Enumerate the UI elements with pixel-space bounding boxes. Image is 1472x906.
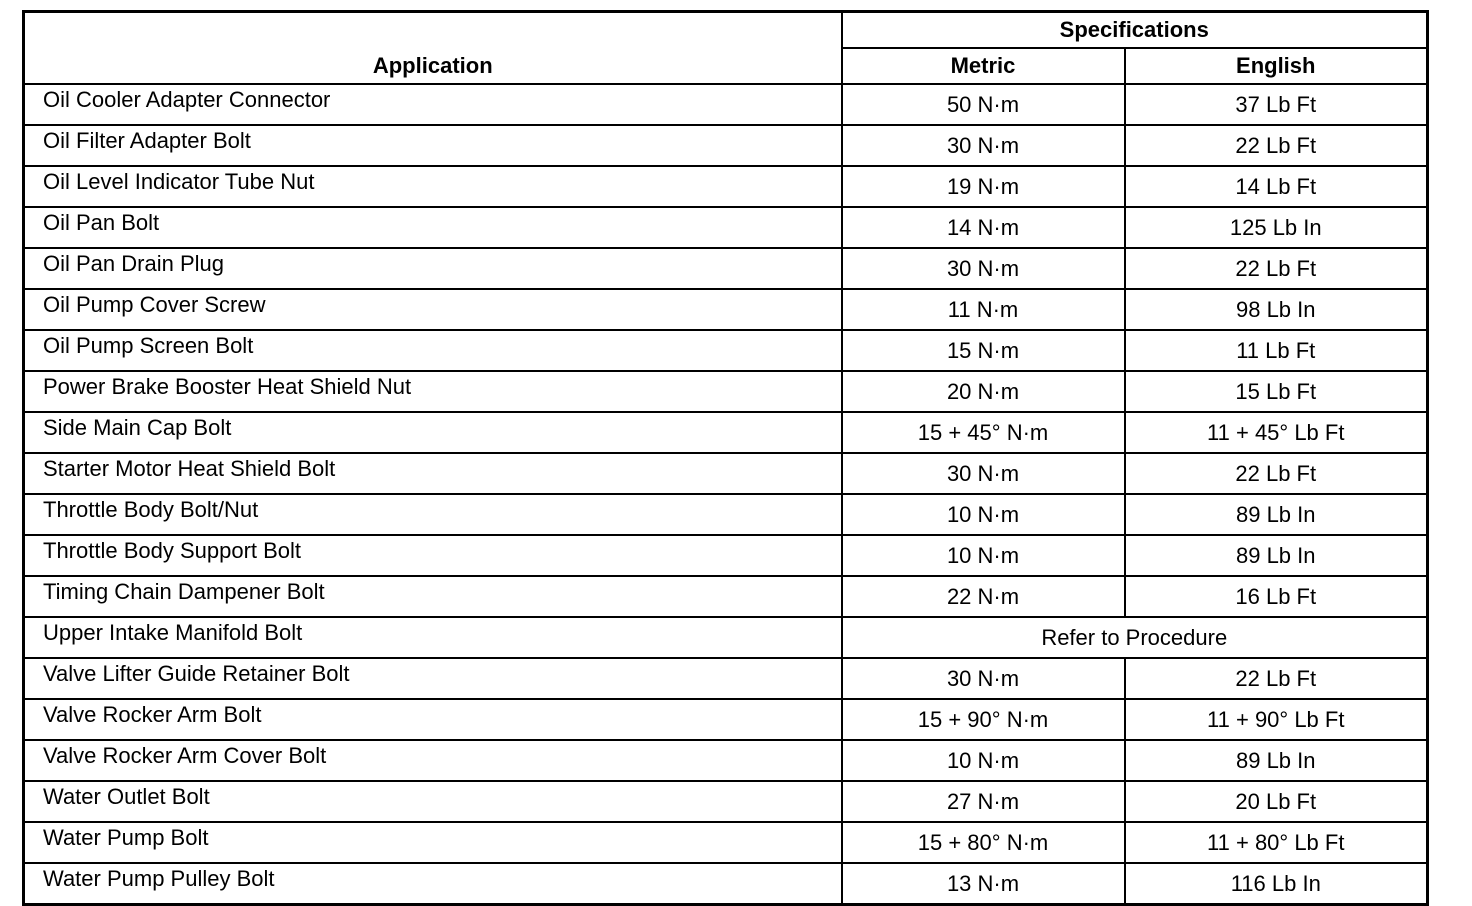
application-cell: Upper Intake Manifold Bolt [24, 617, 842, 658]
english-cell: 98 Lb In [1125, 289, 1428, 330]
metric-cell: 10 N·m [842, 494, 1125, 535]
table-body [24, 84, 1428, 905]
application-cell: Oil Level Indicator Tube Nut [24, 166, 842, 207]
metric-cell: 27 N·m [842, 781, 1125, 822]
table-row [24, 289, 1428, 330]
metric-cell: 10 N·m [842, 535, 1125, 576]
english-cell: 11 + 45° Lb Ft [1125, 412, 1428, 453]
table-row [24, 84, 1428, 125]
metric-cell: 20 N·m [842, 371, 1125, 412]
english-cell: 22 Lb Ft [1125, 125, 1428, 166]
application-cell: Oil Pump Cover Screw [24, 289, 842, 330]
english-header: English [1125, 48, 1428, 84]
metric-cell: 15 + 80° N·m [842, 822, 1125, 863]
table-row [24, 781, 1428, 822]
application-cell: Oil Cooler Adapter Connector [24, 84, 842, 125]
table-row [24, 207, 1428, 248]
english-cell: 11 + 90° Lb Ft [1125, 699, 1428, 740]
table-row [24, 125, 1428, 166]
application-header: Application [24, 12, 842, 85]
table-row [24, 740, 1428, 781]
application-cell: Throttle Body Bolt/Nut [24, 494, 842, 535]
table-row [24, 453, 1428, 494]
english-cell: 11 Lb Ft [1125, 330, 1428, 371]
metric-cell: 13 N·m [842, 863, 1125, 905]
english-cell: 125 Lb In [1125, 207, 1428, 248]
application-cell: Water Pump Bolt [24, 822, 842, 863]
metric-cell: 22 N·m [842, 576, 1125, 617]
metric-cell: 11 N·m [842, 289, 1125, 330]
table-row [24, 822, 1428, 863]
english-cell: 22 Lb Ft [1125, 658, 1428, 699]
metric-cell: 30 N·m [842, 125, 1125, 166]
table-row [24, 371, 1428, 412]
application-cell: Timing Chain Dampener Bolt [24, 576, 842, 617]
table-row [24, 248, 1428, 289]
application-cell: Valve Rocker Arm Bolt [24, 699, 842, 740]
table-row [24, 494, 1428, 535]
application-cell: Water Outlet Bolt [24, 781, 842, 822]
application-cell: Oil Pump Screen Bolt [24, 330, 842, 371]
metric-cell: 14 N·m [842, 207, 1125, 248]
application-cell: Oil Pan Drain Plug [24, 248, 842, 289]
table-row [24, 576, 1428, 617]
torque-spec-table [22, 10, 1429, 906]
table-row [24, 863, 1428, 905]
metric-cell: 30 N·m [842, 658, 1125, 699]
application-cell: Throttle Body Support Bolt [24, 535, 842, 576]
english-cell: 14 Lb Ft [1125, 166, 1428, 207]
specification-cell: Refer to Procedure [842, 617, 1428, 658]
metric-header: Metric [842, 48, 1125, 84]
english-cell: 89 Lb In [1125, 740, 1428, 781]
metric-cell: 15 N·m [842, 330, 1125, 371]
application-cell: Side Main Cap Bolt [24, 412, 842, 453]
table-row [24, 617, 1428, 658]
metric-cell: 15 + 45° N·m [842, 412, 1125, 453]
metric-cell: 15 + 90° N·m [842, 699, 1125, 740]
metric-cell: 50 N·m [842, 84, 1125, 125]
header-row-top [24, 12, 1428, 49]
application-cell: Oil Pan Bolt [24, 207, 842, 248]
english-cell: 22 Lb Ft [1125, 453, 1428, 494]
table-row [24, 330, 1428, 371]
application-cell: Starter Motor Heat Shield Bolt [24, 453, 842, 494]
application-cell: Power Brake Booster Heat Shield Nut [24, 371, 842, 412]
metric-cell: 30 N·m [842, 248, 1125, 289]
metric-cell: 30 N·m [842, 453, 1125, 494]
english-cell: 89 Lb In [1125, 535, 1428, 576]
english-cell: 11 + 80° Lb Ft [1125, 822, 1428, 863]
application-cell: Valve Rocker Arm Cover Bolt [24, 740, 842, 781]
table-row [24, 535, 1428, 576]
english-cell: 116 Lb In [1125, 863, 1428, 905]
english-cell: 22 Lb Ft [1125, 248, 1428, 289]
english-cell: 15 Lb Ft [1125, 371, 1428, 412]
application-cell: Water Pump Pulley Bolt [24, 863, 842, 905]
english-cell: 16 Lb Ft [1125, 576, 1428, 617]
table-row [24, 699, 1428, 740]
metric-cell: 19 N·m [842, 166, 1125, 207]
english-cell: 89 Lb In [1125, 494, 1428, 535]
table-row [24, 166, 1428, 207]
specifications-header: Specifications [842, 12, 1428, 49]
metric-cell: 10 N·m [842, 740, 1125, 781]
table-row [24, 658, 1428, 699]
application-cell: Oil Filter Adapter Bolt [24, 125, 842, 166]
table-row [24, 412, 1428, 453]
english-cell: 20 Lb Ft [1125, 781, 1428, 822]
application-cell: Valve Lifter Guide Retainer Bolt [24, 658, 842, 699]
english-cell: 37 Lb Ft [1125, 84, 1428, 125]
